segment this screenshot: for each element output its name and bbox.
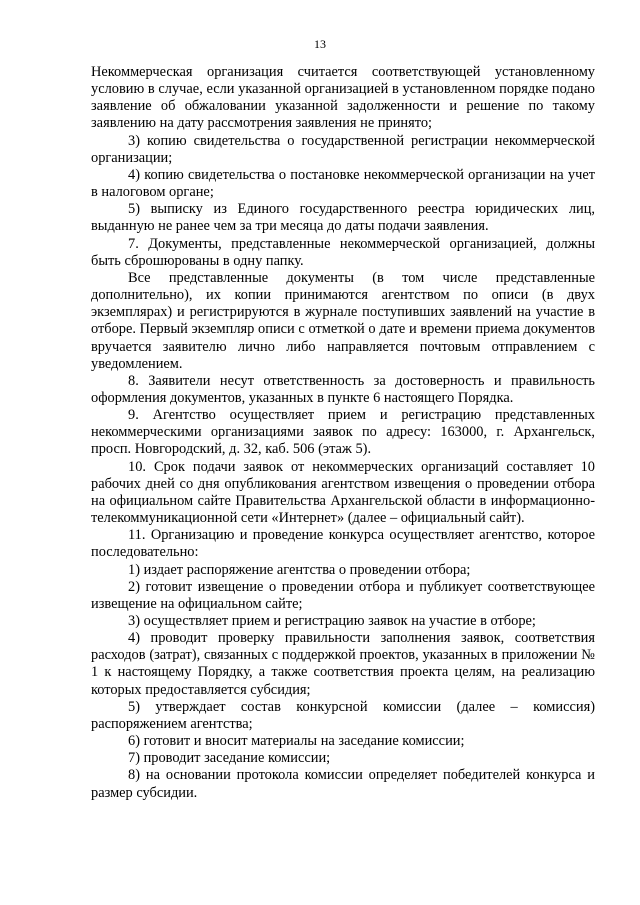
list-item-3: 3) копию свидетельства о государственной регистрации некоммерческой организации;: [91, 132, 595, 166]
clause-11-item-1: 1) издает распоряжение агентства о проведении отбора;: [128, 561, 471, 578]
clause-7: 7. Документы, представленные некоммерческой организацией, должны быть сброшюрованы в одну папку.: [91, 235, 595, 269]
clause-11-item-6: 6) готовит и вносит материалы на заседание комиссии;: [128, 733, 465, 750]
clause-7-documents: Все представленные документы (в том числе представленные дополнительно), их копии принимаются агентством по описи (в двух экземплярах) и регистрируются в журнале поступивших заявлений на участие в отборе. Первый экземпляр описи с отметкой о дате и времени приема документов вручается заявителю лично либо направляется почтовым отправлением с уведомлением.: [91, 269, 595, 372]
document-body: [91, 64, 595, 802]
clause-9: 9. Агентство осуществляет прием и регистрацию представленных некоммерческими организациями заявок по адресу: 163000, г. Архангельск, просп. Новгородский, д. 32, каб. 506 (этаж 5).: [91, 407, 595, 458]
clause-8: 8. Заявители несут ответственность за достоверность и правильность оформления документов, указанных в пункте 6 настоящего Порядка.: [91, 372, 595, 406]
list-item-4: 4) копию свидетельства о постановке некоммерческой организации на учет в налоговом органе;: [91, 166, 595, 201]
page-number: 13: [314, 37, 326, 51]
clause-11-item-4: 4) проводит проверку правильности заполнения заявок, соответствия расходов (затрат), связанных с поддержкой проектов, указанных в приложении № 1 к настоящему Порядку, а также соответствия проекта целям, на реализацию которых предоставляется субсидия;: [91, 630, 595, 698]
list-item-5: 5) выписку из Единого государственного реестра юридических лиц, выданную не ранее чем за три месяца до даты подачи заявления.: [91, 201, 595, 235]
clause-10: 10. Срок подачи заявок от некоммерческих организаций составляет 10 рабочих дней со дня опубликования агентством извещения о проведении отбора на официальном сайте Правительства Архангельской области в информационно-телекоммуникационной сети «Интернет» (далее – официальный сайт).: [91, 458, 595, 527]
clause-11-item-8: 8) на основании протокола комиссии определяет победителей конкурса и размер субсидии.: [91, 767, 595, 801]
clause-11-item-5: 5) утверждает состав конкурсной комиссии (далее – комиссия) распоряжением агентства;: [91, 698, 595, 732]
clause-11-item-7: 7) проводит заседание комиссии;: [128, 750, 331, 767]
clause-11-item-2: 2) готовит извещение о проведении отбора и публикует соответствующее извещение на официальном сайте;: [91, 578, 595, 612]
clause-11-item-3: 3) осуществляет прием и регистрацию заявок на участие в отборе;: [128, 613, 536, 629]
paragraph-continuation: Некоммерческая организация считается соответствующей установленному условию в случае, если указанной организацией в установленном порядке подано заявление об обжаловании указанной задолженности и решение по такому заявлению на дату рассмотрения заявления не принято;: [91, 64, 595, 132]
clause-11: 11. Организацию и проведение конкурса осуществляет агентство, которое последовательно:: [91, 527, 595, 561]
